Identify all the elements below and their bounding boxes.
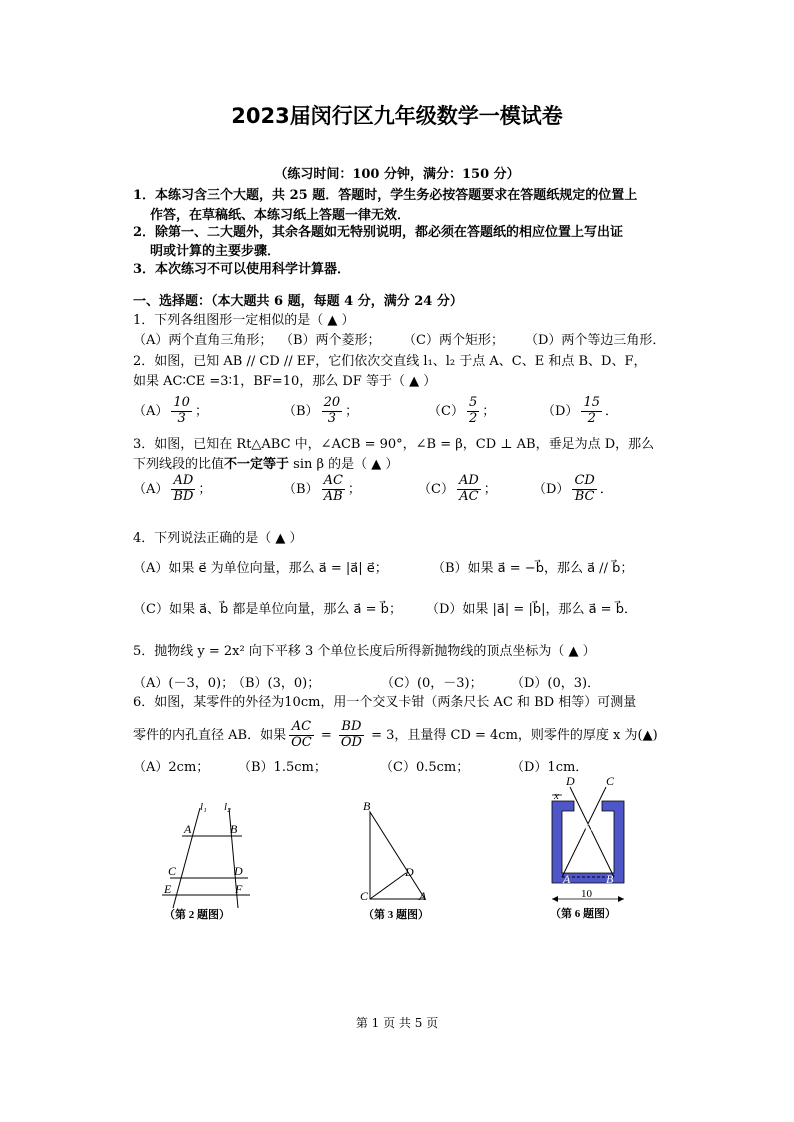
q2-stem-2: 如果 AC∶CE =3∶1，BF=10，那么 DF 等于（ ▲ ） <box>133 374 437 389</box>
figure-q3 <box>355 798 445 923</box>
segment-cd <box>370 873 406 899</box>
q3-option-b: （B） $\frac{AC}{AB}$ ； <box>283 473 361 504</box>
q1-option-c: （C）两个矩形； <box>403 333 504 348</box>
note-3: 3．本次练习不可以使用科学计算器． <box>133 262 351 277</box>
label-c: C <box>360 889 369 903</box>
q5-option-d: （D）(0，3)． <box>511 676 601 691</box>
label-b: B <box>363 799 371 813</box>
q3-option-a: （A） $\frac{AD}{BD}$ ； <box>133 473 212 504</box>
q4-option-b: （B）如果 a⃗ = −b⃗，那么 a⃗ // b⃗； <box>432 561 634 576</box>
note-2: 2．除第一、二大题外，其余各题如无特别说明，都必须在答题纸的相应位置上写出证 <box>133 225 624 240</box>
q5-stem: 5．抛物线 y = 2x² 向下平移 3 个单位长度后所得新抛物线的顶点坐标为（ ▲ ） <box>133 644 596 659</box>
q6-option-d: （D）1cm． <box>511 760 589 775</box>
label-x: x <box>554 790 559 802</box>
label-a: A <box>563 872 571 886</box>
note-1-cont: 作答，在草稿纸、本练习纸上答题一律无效． <box>150 208 411 223</box>
q4-option-a: （A）如果 e⃗ 为单位向量，那么 a⃗ = |a⃗| e⃗； <box>133 561 388 576</box>
q6-option-b: （B）1.5cm； <box>238 760 327 775</box>
section-heading: 一、选择题：（本大题共 6 题，每题 4 分，满分 24 分） <box>133 294 463 309</box>
q5-option-b: （B）(3，0)； <box>232 676 321 691</box>
q2-option-d: （D） $\frac{15}{2}$ ． <box>542 395 618 426</box>
label-a: A <box>419 889 427 903</box>
label-e: E <box>164 882 172 896</box>
note-2-cont: 明或计算的主要步骤． <box>150 244 281 259</box>
figure-q6 <box>540 773 640 923</box>
q1-stem: 1．下列各组图形一定相似的是（ ▲ ） <box>133 313 355 328</box>
label-f: F <box>235 882 243 896</box>
label-l2: l₂ <box>224 801 231 813</box>
caption-q3: （第 3 题图） <box>363 909 429 921</box>
arrowhead-left <box>552 896 558 902</box>
label-l1: l₁ <box>200 801 207 813</box>
q4-stem: 4．下列说法正确的是（ ▲ ） <box>133 531 303 546</box>
triangle-abc <box>370 812 425 899</box>
label-d: D <box>566 774 575 788</box>
caption-q6: （第 6 题图） <box>550 908 616 920</box>
q5-option-a: （A）(－3，0)； <box>133 676 235 691</box>
q1-option-b: （B）两个菱形； <box>280 333 381 348</box>
q4-option-c: （C）如果 a⃗、b⃗ 都是单位向量，那么 a⃗ = b⃗； <box>133 602 402 617</box>
q6-option-c: （C）0.5cm； <box>380 760 470 775</box>
label-c: C <box>606 774 615 788</box>
q2-option-c: （C） $\frac{5}{2}$ ； <box>428 395 496 426</box>
q1-option-a: （A）两个直角三角形； <box>133 333 273 348</box>
label-width: 10 <box>581 888 592 900</box>
q6-option-a: （A）2cm； <box>133 760 210 775</box>
caption-q2: （第 2 题图） <box>164 909 230 921</box>
q3-option-d: （D） $\frac{CD}{BC}$ ． <box>533 473 613 504</box>
q3-stem-2: 下列线段的比值不一定等于 sin β 的是（ ▲ ） <box>133 457 399 472</box>
page-title: 2023届闵行区九年级数学一模试卷 <box>231 104 563 128</box>
q5-option-c: （C）(0，－3)； <box>381 676 483 691</box>
q6-stem-1: 6．如图，某零件的外径为10cm，用一个交叉卡钳（两条尺长 AC 和 BD 相等）可测量 <box>133 695 637 710</box>
q2-option-b: （B） $\frac{20}{3}$ ； <box>283 395 359 426</box>
q2-option-a: （A） $\frac{10}{3}$ ； <box>133 395 208 426</box>
label-c: C <box>168 864 177 878</box>
note-1: 1．本练习含三个大题，共 25 题．答题时，学生务必按答题要求在答题纸规定的位置上 <box>133 188 638 203</box>
arrowhead-right <box>618 896 624 902</box>
q3-stem-1: 3．如图，已知在 Rt△ABC 中，∠ACB = 90°，∠B = β，CD ⊥ AB，垂足为点 D，那么 <box>133 437 655 452</box>
part-cross-section <box>552 801 624 883</box>
label-o: O <box>585 820 594 834</box>
q1-option-d: （D）两个等边三角形． <box>525 333 666 348</box>
label-a: A <box>184 822 192 836</box>
q4-option-d: （D）如果 |a⃗| = |b⃗|，那么 a⃗ = b⃗． <box>426 602 637 617</box>
q2-stem-1: 2．如图，已知 AB // CD // EF，它们依次交直线 l₁、l₂ 于点 A、C、E 和点 B、D、F， <box>133 354 647 369</box>
label-d: D <box>405 865 414 879</box>
caliper-arm-ca <box>562 787 606 877</box>
figure-q2 <box>150 798 260 923</box>
label-d: D <box>234 864 243 878</box>
q3-option-c: （C） $\frac{AD}{AC}$ ； <box>418 473 497 504</box>
label-b: B <box>606 872 614 886</box>
page-footer: 第 1 页 共 5 页 <box>355 1016 439 1030</box>
q6-stem-2: 零件的内孔直径 AB．如果 $\frac{AC}{OC}$ = $\frac{BD}{OD}$ = 3，且量得 CD = 4cm，则零件的厚度 x 为(▲) <box>133 719 658 750</box>
exam-info: （练习时间：100 分钟，满分：150 分） <box>274 167 520 182</box>
label-b: B <box>230 822 238 836</box>
